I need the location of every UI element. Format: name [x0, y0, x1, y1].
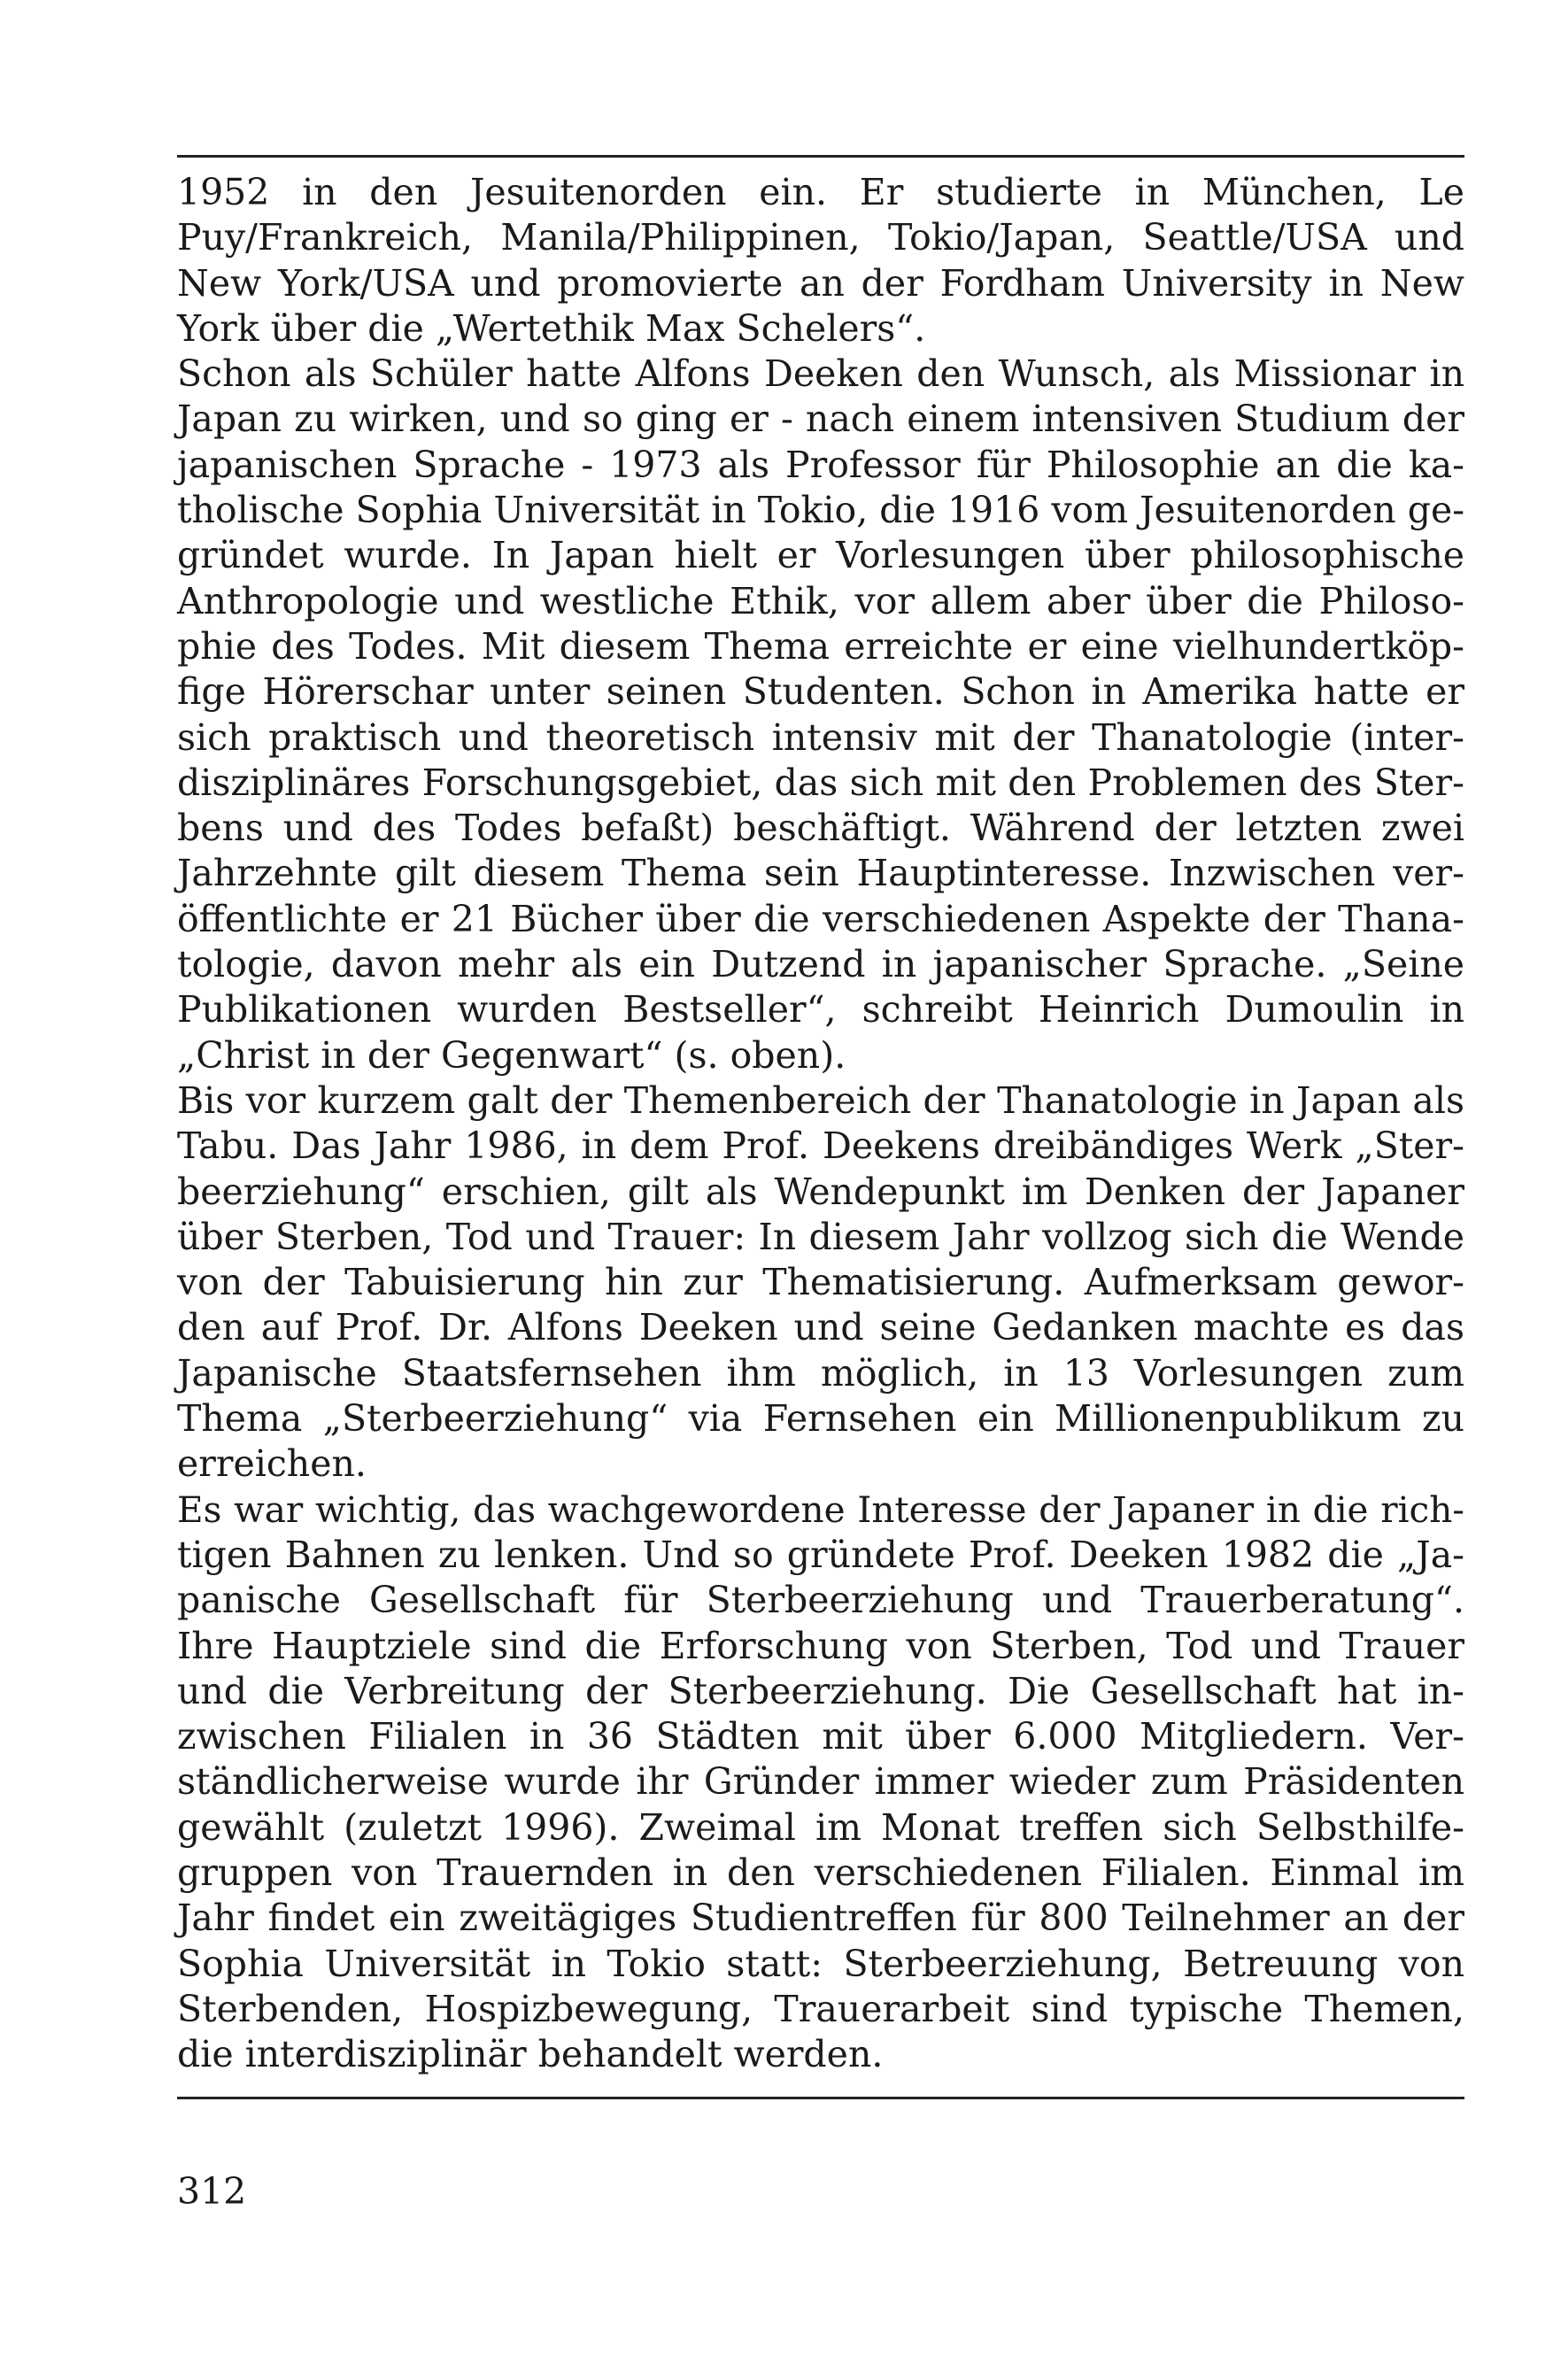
text-line: tigen Bahnen zu lenken. Und so gründete Prof. Deeken 1982 die „Ja-	[177, 1533, 1464, 1576]
bottom-rule	[177, 2097, 1464, 2099]
text-line: und die Verbreitung der Sterbeerziehung. Die Gesellschaft hat in-	[177, 1669, 1464, 1712]
text-line: ständlicherweise wurde ihr Gründer immer wieder zum Präsidenten	[177, 1760, 1464, 1804]
text-line: Ihre Hauptziele sind die Erforschung von Sterben, Tod und Trauer	[177, 1624, 1464, 1667]
text-line: Es war wichtig, das wachgewordene Interesse der Japaner in die rich-	[177, 1488, 1464, 1531]
text-line: tholische Sophia Universität in Tokio, die 1916 vom Jesuitenorden ge-	[177, 489, 1465, 532]
paragraph	[177, 1488, 1464, 2078]
text-line: Japan zu wirken, und so ging er - nach einem intensiven Studium der	[177, 398, 1464, 441]
text-line: japanischen Sprache - 1973 als Professor für Philosophie an die ka-	[177, 443, 1464, 486]
text-line: die interdisziplinär behandelt werden.	[177, 2033, 884, 2076]
text-line: von der Tabuisierung hin zur Thematisierung. Aufmerksam gewor-	[177, 1261, 1464, 1304]
text-line: Jahr findet ein zweitägiges Studientreffen für 800 Teilnehmer an der	[177, 1897, 1464, 1940]
paragraph	[177, 170, 1464, 352]
text-line: Schon als Schüler hatte Alfons Deeken den Wunsch, als Missionar in	[177, 352, 1464, 396]
text-line: Anthropologie und westliche Ethik, vor allem aber über die Philoso-	[177, 579, 1464, 622]
text-line: gründet wurde. In Japan hielt er Vorlesungen über philosophische	[177, 534, 1464, 577]
text-line: Bis vor kurzem galt der Themenbereich der Thanatologie in Japan als	[177, 1078, 1464, 1122]
body-text	[177, 170, 1464, 2077]
text-line: beerziehung“ erschien, gilt als Wendepunkt im Denken der Japaner	[177, 1170, 1464, 1213]
text-line: Japanische Staatsfernsehen ihm möglich, in 13 Vorlesungen zum	[177, 1351, 1464, 1395]
text-line: über Sterben, Tod und Trauer: In diesem Jahr vollzog sich die Wende	[177, 1215, 1464, 1258]
text-line: fige Hörerschar unter seinen Studenten. Schon in Amerika hatte er	[177, 670, 1464, 714]
text-line: öffentlichte er 21 Bücher über die verschiedenen Aspekte der Thana-	[177, 897, 1464, 940]
text-line: disziplinäres Forschungsgebiet, das sich mit den Problemen des Ster-	[177, 761, 1464, 804]
text-line: sich praktisch und theoretisch intensiv mit der Thanatologie (inter-	[177, 715, 1464, 759]
text-line: bens und des Todes befaßt) beschäftigt. Während der letzten zwei	[177, 807, 1464, 850]
text-line: 1952 in den Jesuitenorden ein. Er studierte in München, Le	[177, 171, 1464, 213]
text-line: erreichen.	[177, 1442, 367, 1486]
paragraph	[177, 1078, 1464, 1488]
text-line: Tabu. Das Jahr 1986, in dem Prof. Deekens dreibändiges Werk „Ster-	[177, 1124, 1464, 1168]
text-line: zwischen Filialen in 36 Städten mit über 6.000 Mitgliedern. Ver-	[177, 1715, 1464, 1758]
text-line: den auf Prof. Dr. Alfons Deeken und seine Gedanken machte es das	[177, 1306, 1464, 1349]
text-line: gruppen von Trauernden in den verschiedenen Filialen. Einmal im	[177, 1851, 1464, 1894]
paragraph	[177, 352, 1464, 1078]
text-line: York über die „Wertethik Max Schelers“.	[177, 306, 926, 350]
page-number: 312	[177, 2170, 247, 2213]
text-line: „Christ in der Gegenwart“ (s. oben).	[177, 1033, 846, 1077]
text-line: panische Gesellschaft für Sterbeerziehung und Trauerberatung“.	[177, 1579, 1464, 1622]
text-line: New York/USA und promovierte an der Fordham University in New	[177, 261, 1464, 305]
top-rule	[177, 155, 1464, 158]
text-line: Sophia Universität in Tokio statt: Sterbeerziehung, Betreuung von	[177, 1942, 1464, 1985]
text-line: Sterbenden, Hospizbewegung, Trauerarbeit sind typische Themen,	[177, 1987, 1464, 2030]
text-line: Jahrzehnte gilt diesem Thema sein Hauptinteresse. Inzwischen ver-	[177, 852, 1464, 895]
text-line: Thema „Sterbeerziehung“ via Fernsehen ein Millionenpublikum zu	[177, 1397, 1464, 1441]
text-line: tologie, davon mehr als ein Dutzend in japanischer Sprache. „Seine	[177, 943, 1464, 986]
text-line: phie des Todes. Mit diesem Thema erreichte er eine vielhundertköp-	[177, 624, 1464, 668]
text-line: gewählt (zuletzt 1996). Zweimal im Monat treffen sich Selbsthilfe-	[177, 1805, 1464, 1849]
text-line: Publikationen wurden Bestseller“, schreibt Heinrich Dumoulin in	[177, 988, 1464, 1032]
text-line: Puy/Frankreich, Manila/Philippinen, Tokio/Japan, Seattle/USA und	[177, 216, 1464, 259]
